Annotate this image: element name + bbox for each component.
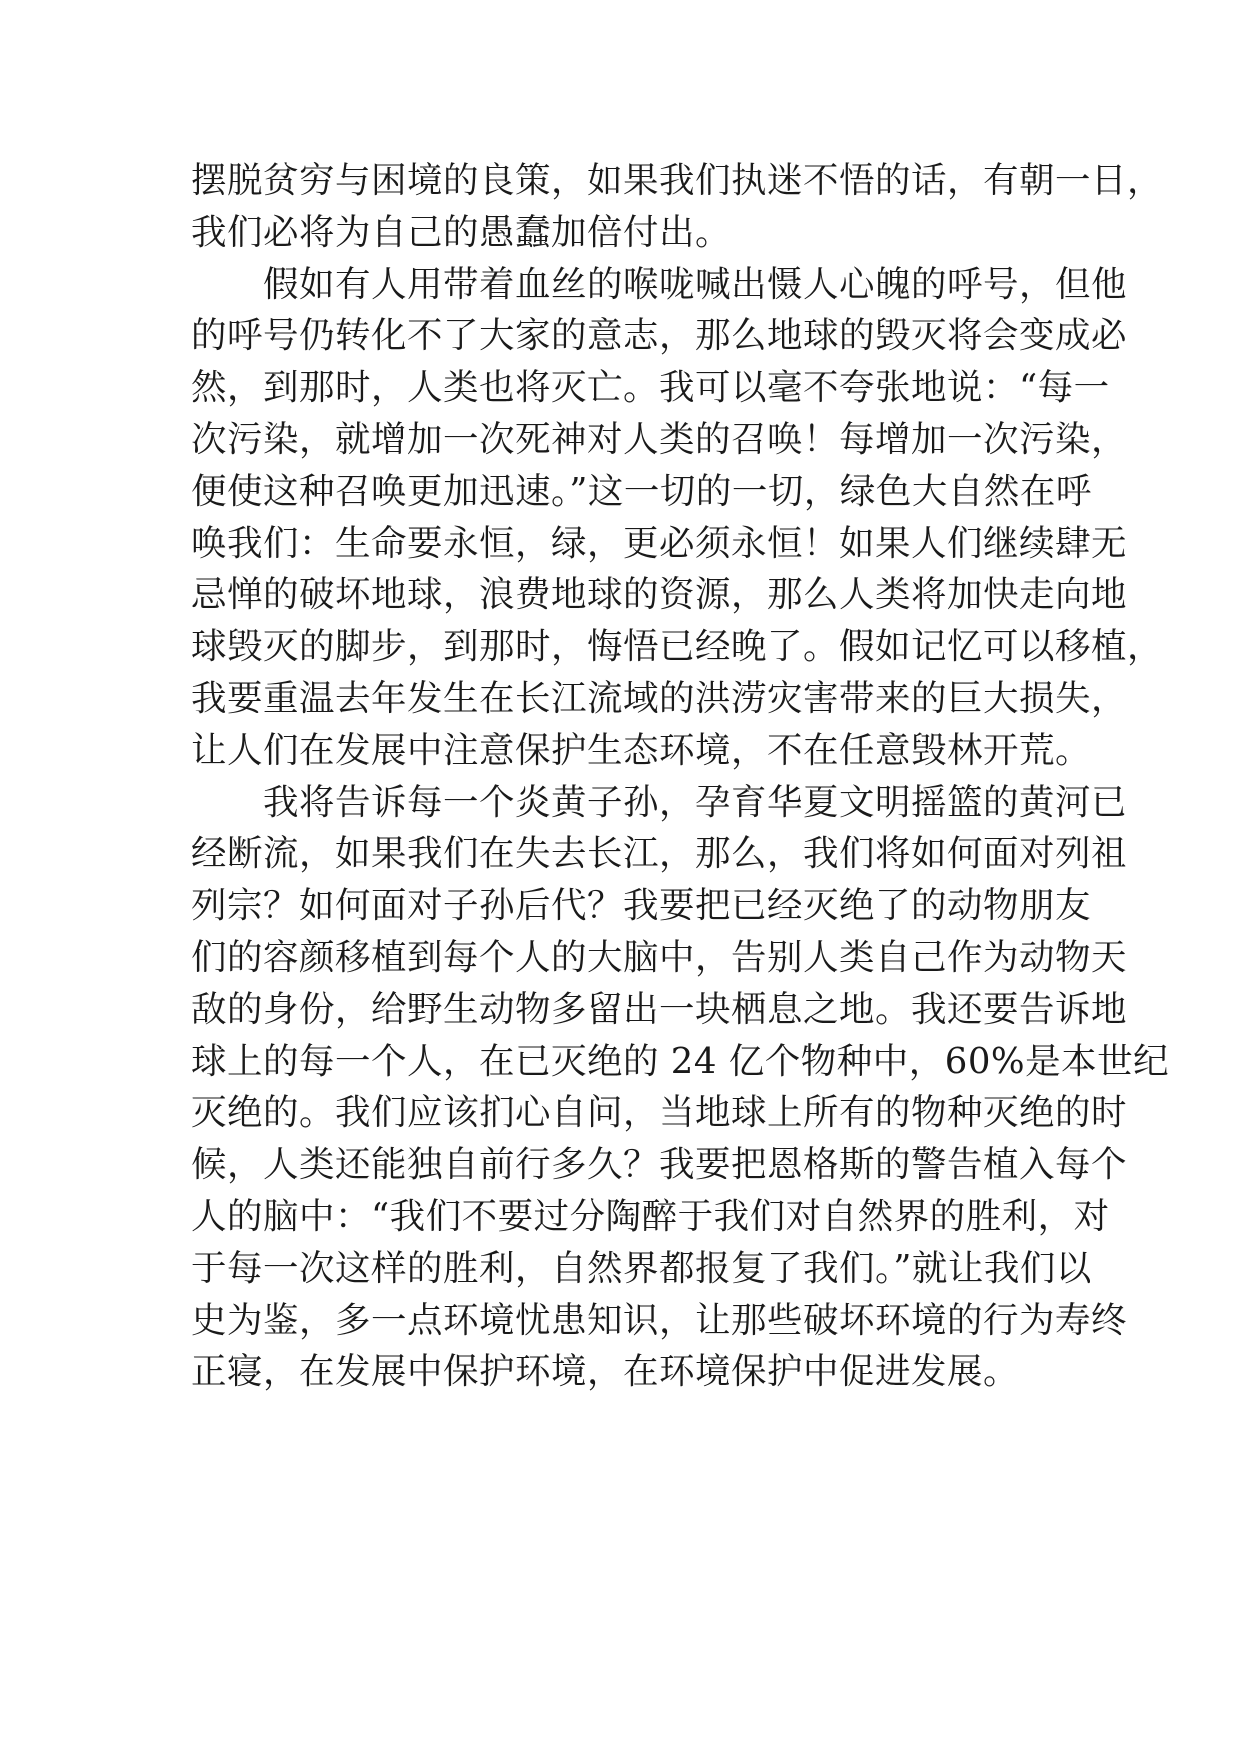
paragraph-line: 正寝，在发展中保护环境，在环境保护中促进发展。 [191,1351,1020,1393]
paragraph-line-text: 假如有人用带着血丝的喉咙喊出慑人心魄的呼号，但他 [263,263,1128,305]
paragraph-line: 便使这种召唤更加迅速。”这一切的一切，绿色大自然在呼 [191,470,1092,512]
paragraph-line [191,259,1128,311]
paragraph-3 [191,777,1170,1399]
paragraph-line: 球毁灭的脚步，到那时，悔悟已经晚了。假如记忆可以移植， [191,626,1164,668]
paragraph-line: 我们必将为自己的愚蠢加倍付出。 [191,211,732,253]
paragraph-line: 摆脱贫穷与困境的良策，如果我们执迷不悟的话，有朝一日， [191,160,1164,201]
document-body [191,155,1170,1398]
paragraph-line: 们的容颜移植到每个人的大脑中，告别人类自己作为动物天 [191,936,1128,978]
paragraph-line: 然，到那时，人类也将灭亡。我可以毫不夸张地说：“每一 [191,367,1110,409]
paragraph-2 [191,259,1164,777]
paragraph-line: 忌惮的破坏地球，浪费地球的资源，那么人类将加快走向地 [191,574,1128,616]
paragraph-line: 次污染，就增加一次死神对人类的召唤！每增加一次污染， [191,418,1128,460]
paragraph-line: 候，人类还能独自前行多久？我要把恩格斯的警告植入每个 [191,1144,1128,1186]
paragraph-line: 史为鉴，多一点环境忧患知识，让那些破坏环境的行为寿终 [191,1299,1128,1341]
paragraph-line: 唤我们：生命要永恒，绿，更必须永恒！如果人们继续肆无 [191,522,1128,564]
paragraph-line: 经断流，如果我们在失去长江，那么，我们将如何面对列祖 [191,833,1128,875]
paragraph-line [191,777,1128,829]
paragraph-line: 我要重温去年发生在长江流域的洪涝灾害带来的巨大损失， [191,677,1128,719]
paragraph-line: 让人们在发展中注意保护生态环境，不在任意毁林开荒。 [191,729,1092,771]
paragraph-line: 球上的每一个人，在已灭绝的 24 亿个物种中，60%是本世纪 [191,1040,1170,1082]
paragraph-line-text: 我将告诉每一个炎黄子孙，孕育华夏文明摇篮的黄河已 [263,781,1128,823]
paragraph-line: 人的脑中：“我们不要过分陶醉于我们对自然界的胜利，对 [191,1195,1110,1237]
paragraph-line: 敌的身份，给野生动物多留出一块栖息之地。我还要告诉地 [191,988,1128,1030]
paragraph-line: 于每一次这样的胜利，自然界都报复了我们。”就让我们以 [191,1247,1092,1289]
paragraph-line: 列宗？如何面对子孙后代？我要把已经灭绝了的动物朋友 [191,885,1092,927]
paragraph-1 [191,155,1164,259]
paragraph-line: 灭绝的。我们应该扪心自问，当地球上所有的物种灭绝的时 [191,1092,1128,1134]
paragraph-line: 的呼号仍转化不了大家的意志，那么地球的毁灭将会变成必 [191,315,1128,357]
